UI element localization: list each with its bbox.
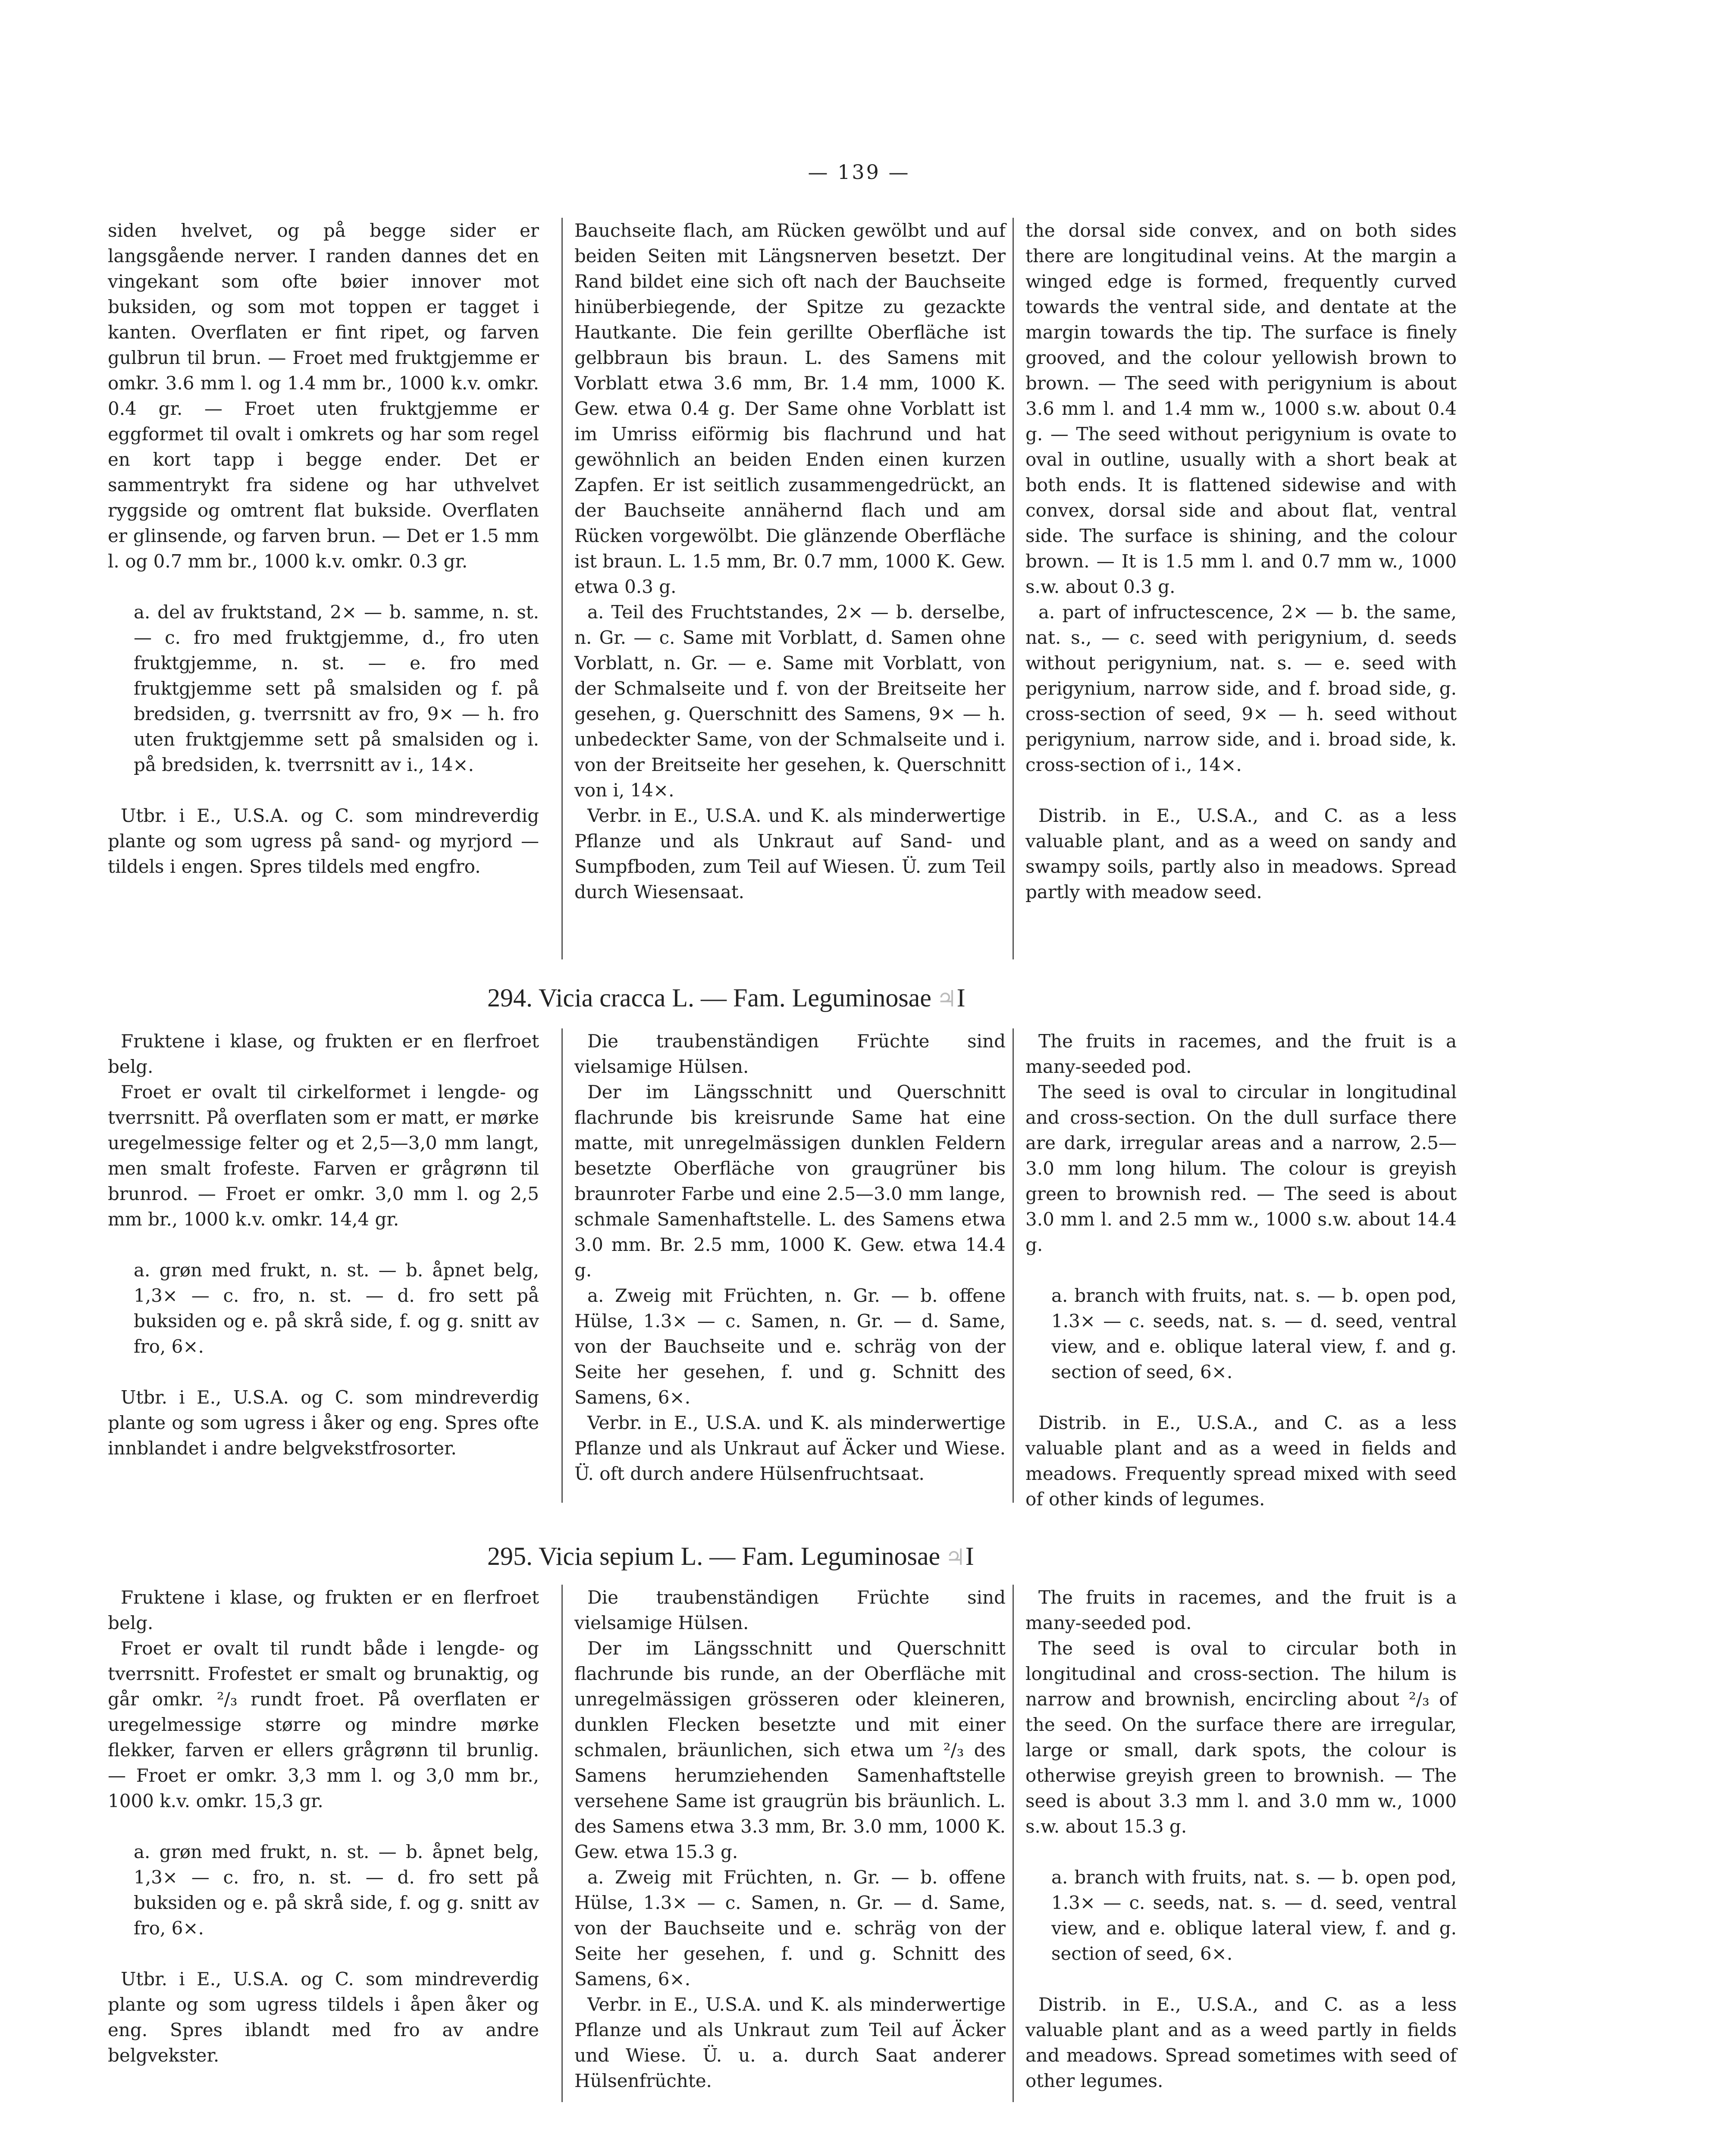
distribution-paragraph: Utbr. i E., U.S.A. og C. som mindreverdig plante og som ugress i åker og eng. Spres ofte innblandet i andre belgvekstfrosorter. (108, 1387, 539, 1459)
perennial-symbol-icon: ♃ (945, 1545, 966, 1570)
distribution-paragraph: Utbr. i E., U.S.A. og C. som mindreverdig plante og som ugress tildels i åpen åker og eng. Spres iblandt med fro av andre belgvekster. (108, 1968, 539, 2066)
fruit-paragraph: Fruktene i klase, og frukten er en flerfroet belg. (108, 1587, 539, 1633)
fruit-paragraph: The fruits in racemes, and the fruit is a many-seeded pod. (1025, 1031, 1457, 1077)
distribution-paragraph: Verbr. in E., U.S.A. und K. als minderwertige Pflanze und als Unkraut zum Teil auf Äcker und Wiese. Ü. u. a. durch Saat anderer Hülsenfrüchte. (574, 1994, 1006, 2091)
german-column (574, 1585, 1006, 2093)
fruit-paragraph: Die traubenständigen Früchte sind vielsamige Hülsen. (574, 1587, 1006, 1633)
figure-legend: a. grøn med frukt, n. st. — b. åpnet belg, 1,3× — c. fro, n. st. — d. fro sett på buksiden og e. på skrå side, f. og g. snitt av fro, 6×. (134, 1841, 539, 1939)
figure-legend: a. Zweig mit Früchten, n. Gr. — b. offene Hülse, 1.3× — c. Samen, n. Gr. — d. Same, von der Bauchseite und e. schräg von der Seite her gesehen, f. und g. Schnitt des Samens, 6×. (574, 1285, 1006, 1408)
german-column (574, 1028, 1006, 1486)
column-divider (561, 1585, 563, 2102)
entry-295-section (108, 1585, 1470, 2102)
norwegian-column (108, 1028, 539, 1461)
species-heading (487, 1542, 974, 1571)
distribution-paragraph: Distrib. in E., U.S.A., and C. as a less valuable plant, and as a weed on sandy and swampy soils, partly also in meadows. Spread partly with meadow seed. (1025, 805, 1457, 903)
column-divider (1013, 1028, 1014, 1503)
norwegian-column (108, 1585, 539, 2068)
figure-legend: a. del av fruktstand, 2× — b. samme, n. st. — c. fro med fruktgjemme, d., fro uten fruktgjemme, n. st. — e. fro med fruktgjemme sett på smalsiden og f. på bredsiden, g. tverrsnitt av fro, 9× — h. fro uten fruktgjemme sett på smalsiden og i. på bredsiden, k. tverrsnitt av i., 14×. (134, 602, 539, 775)
heading-suffix: I (965, 1542, 974, 1570)
figure-legend: a. part of infructescence, 2× — b. the same, nat. s., — c. seed with perigynium, d. seeds without perigynium, nat. s. — e. seed with perigynium, narrow side, and f. broad side, g. cross-section of seed, 9× — h. seed without perigynium, narrow side, and i. broad side, k. cross-section of i., 14×. (1025, 602, 1457, 775)
fruit-paragraph: Fruktene i klase, og frukten er en flerfroet belg. (108, 1031, 539, 1077)
heading-text: 295. Vicia sepium L. — Fam. Leguminosae (487, 1542, 941, 1570)
species-heading (487, 983, 966, 1013)
figure-legend: a. Teil des Fruchtstandes, 2× — b. derselbe, n. Gr. — c. Same mit Vorblatt, d. Samen ohne Vorblatt, n. Gr. — e. Same mit Vorblatt, von der Schmalseite und f. von der Breitseite her gesehen, g. Querschnitt des Samens, 9× — h. unbedeckter Same, von der Schmalseite und i. von der Breitseite her gesehen, k. Querschnitt von i, 14×. (574, 602, 1006, 801)
seed-paragraph: The seed is oval to circular in longitudinal and cross-section. On the dull surface there are dark, irregular areas and a narrow, 2.5—3.0 mm long hilum. The colour is greyish green to brownish red. — The seed is about 3.0 mm l. and 2.5 mm w., 1000 s.w. about 14.4 g. (1025, 1081, 1457, 1255)
english-column (1025, 218, 1457, 905)
german-column (574, 218, 1006, 905)
english-column (1025, 1585, 1457, 2093)
column-divider (561, 1028, 563, 1503)
figure-legend: a. branch with fruits, nat. s. — b. open pod, 1.3× — c. seeds, nat. s. — d. seed, ventral view, and e. oblique lateral view, f. and g. section of seed, 6×. (1051, 1867, 1457, 1964)
heading-suffix: I (956, 984, 966, 1012)
seed-paragraph: Der im Längsschnitt und Querschnitt flachrunde bis runde, an der Oberfläche mit unregelmässigen grösseren oder kleineren, dunklen Flecken besetzte und mit einer schmalen, bräunlichen, sich etwa um ²/₃ des Samens herumziehenden Samenhaftstelle versehene Same ist graugrün bis bräunlich. L. des Samens etwa 3.3 mm, Br. 3.0 mm, 1000 K. Gew. etwa 15.3 g. (574, 1638, 1006, 1862)
column-divider (1013, 218, 1014, 959)
heading-text: 294. Vicia cracca L. — Fam. Leguminosae (487, 984, 931, 1012)
fruit-paragraph: Die traubenständigen Früchte sind vielsamige Hülsen. (574, 1031, 1006, 1077)
figure-legend: a. grøn med frukt, n. st. — b. åpnet belg, 1,3× — c. fro, n. st. — d. fro sett på buksiden og e. på skrå side, f. og g. snitt av fro, 6×. (134, 1260, 539, 1357)
english-column (1025, 1028, 1457, 1512)
figure-legend: a. Zweig mit Früchten, n. Gr. — b. offene Hülse, 1.3× — c. Samen, n. Gr. — d. Same, von der Bauchseite und e. schräg von der Seite her gesehen, f. und g. Schnitt des Samens, 6×. (574, 1867, 1006, 1990)
description-paragraph: Bauchseite flach, am Rücken gewölbt und auf beiden Seiten mit Längsnerven besetzt. Der Rand bildet eine sich oft nach der Bauchseite hinüberbiegende, der Spitze zu gezackte Hautkante. Die fein gerillte Oberfläche ist gelbbraun bis braun. L. des Samens mit Vorblatt etwa 3.6 mm, Br. 1.4 mm, 1000 K. Gew. etwa 0.4 g. Der Same ohne Vorblatt ist im Umriss eiförmig bis flachrund und hat gewöhnlich an beiden Enden einen kurzen Zapfen. Er ist seitlich zusammengedrückt, an der Bauchseite annähernd flach und am Rücken vorgewölbt. Die glänzende Oberfläche ist braun. L. 1.5 mm, Br. 0.7 mm, 1000 K. Gew. etwa 0.3 g. (574, 220, 1006, 597)
seed-paragraph: Der im Längsschnitt und Querschnitt flachrunde bis kreisrunde Same hat eine matte, mit unregelmässigen dunklen Feldern besetzte Oberfläche von graugrüner bis braunroter Farbe und eine 2.5—3.0 mm lange, schmale Samenhaftstelle. L. des Samens etwa 3.0 mm. Br. 2.5 mm, 1000 K. Gew. etwa 14.4 g. (574, 1081, 1006, 1281)
perennial-symbol-icon: ♃ (936, 987, 957, 1012)
seed-paragraph: The seed is oval to circular both in longitudinal and cross-section. The hilum is narrow and brownish, encircling about ²/₃ of the seed. On the surface there are irregular, large or small, dark spots, the colour is otherwise greyish green to brownish. — The seed is about 3.3 mm l. and 3.0 mm w., 1000 s.w. about 15.3 g. (1025, 1638, 1457, 1837)
column-divider (1013, 1585, 1014, 2102)
column-divider (561, 218, 563, 959)
norwegian-column (108, 218, 539, 879)
continuation-section (108, 218, 1470, 959)
distribution-paragraph: Utbr. i E., U.S.A. og C. som mindreverdig plante og som ugress på sand- og myrjord — tildels i engen. Spres tildels med engfro. (108, 805, 539, 877)
description-paragraph: siden hvelvet, og på begge sider er langsgående nerver. I randen dannes det en vingekant som ofte bøier innover mot buksiden, og som mot toppen er tagget i kanten. Overflaten er fint ripet, og farven gulbrun til brun. — Froet med fruktgjemme er omkr. 3.6 mm l. og 1.4 mm br., 1000 k.v. omkr. 0.4 gr. — Froet uten fruktgjemme er eggformet til ovalt i omkrets og har som regel en kort tapp i begge ender. Det er sammentrykt fra sidene og har uthvelvet ryggside og omtrent flat bukside. Overflaten er glinsende, og farven brun. — Det er 1.5 mm l. og 0.7 mm br., 1000 k.v. omkr. 0.3 gr. (108, 220, 539, 572)
entry-294-section (108, 1028, 1470, 1510)
description-paragraph: the dorsal side convex, and on both sides there are longitudinal veins. At the margin a winged edge is formed, frequently curved towards the ventral side, and dentate at the margin towards the tip. The surface is finely grooved, and the colour yellowish brown to brown. — The seed with perigynium is about 3.6 mm l. and 1.4 mm w., 1000 s.w. about 0.4 g. — The seed without perigynium is ovate to oval in outline, usually with a short beak at both ends. It is flattened sidewise and with convex, dorsal side and about flat, ventral side. The surface is shining, and the colour brown. — It is 1.5 mm l. and 0.7 mm w., 1000 s.w. about 0.3 g. (1025, 220, 1457, 597)
fruit-paragraph: The fruits in racemes, and the fruit is a many-seeded pod. (1025, 1587, 1457, 1633)
distribution-paragraph: Verbr. in E., U.S.A. und K. als minderwertige Pflanze und als Unkraut auf Äcker und Wiese. Ü. oft durch andere Hülsenfruchtsaat. (574, 1412, 1006, 1484)
seed-paragraph: Froet er ovalt til cirkelformet i lengde- og tverrsnitt. På overflaten som er matt, er mørke uregelmessige felter og et 2,5—3,0 mm langt, men smalt frofeste. Farven er grågrønn til brunrod. — Froet er omkr. 3,0 mm l. og 2,5 mm br., 1000 k.v. omkr. 14,4 gr. (108, 1081, 539, 1230)
page-number: — 139 — (808, 160, 910, 184)
seed-paragraph: Froet er ovalt til rundt både i lengde- og tverrsnitt. Frofestet er smalt og brunaktig, og går omkr. ²/₃ rundt froet. På overflaten er uregelmessige større og mindre mørke flekker, farven er ellers grågrønn til brunlig. — Froet er omkr. 3,3 mm l. og 3,0 mm br., 1000 k.v. omkr. 15,3 gr. (108, 1638, 539, 1811)
distribution-paragraph: Distrib. in E., U.S.A., and C. as a less valuable plant and as a weed partly in fields and meadows. Spread sometimes with seed of other legumes. (1025, 1994, 1457, 2091)
figure-legend: a. branch with fruits, nat. s. — b. open pod, 1.3× — c. seeds, nat. s. — d. seed, ventral view, and e. oblique lateral view, f. and g. section of seed, 6×. (1051, 1285, 1457, 1382)
distribution-paragraph: Verbr. in E., U.S.A. und K. als minderwertige Pflanze und als Unkraut auf Sand- und Sumpfboden, zum Teil auf Wiesen. Ü. zum Teil durch Wiesensaat. (574, 805, 1006, 903)
distribution-paragraph: Distrib. in E., U.S.A., and C. as a less valuable plant and as a weed in fields and meadows. Frequently spread mixed with seed of other kinds of legumes. (1025, 1412, 1457, 1510)
